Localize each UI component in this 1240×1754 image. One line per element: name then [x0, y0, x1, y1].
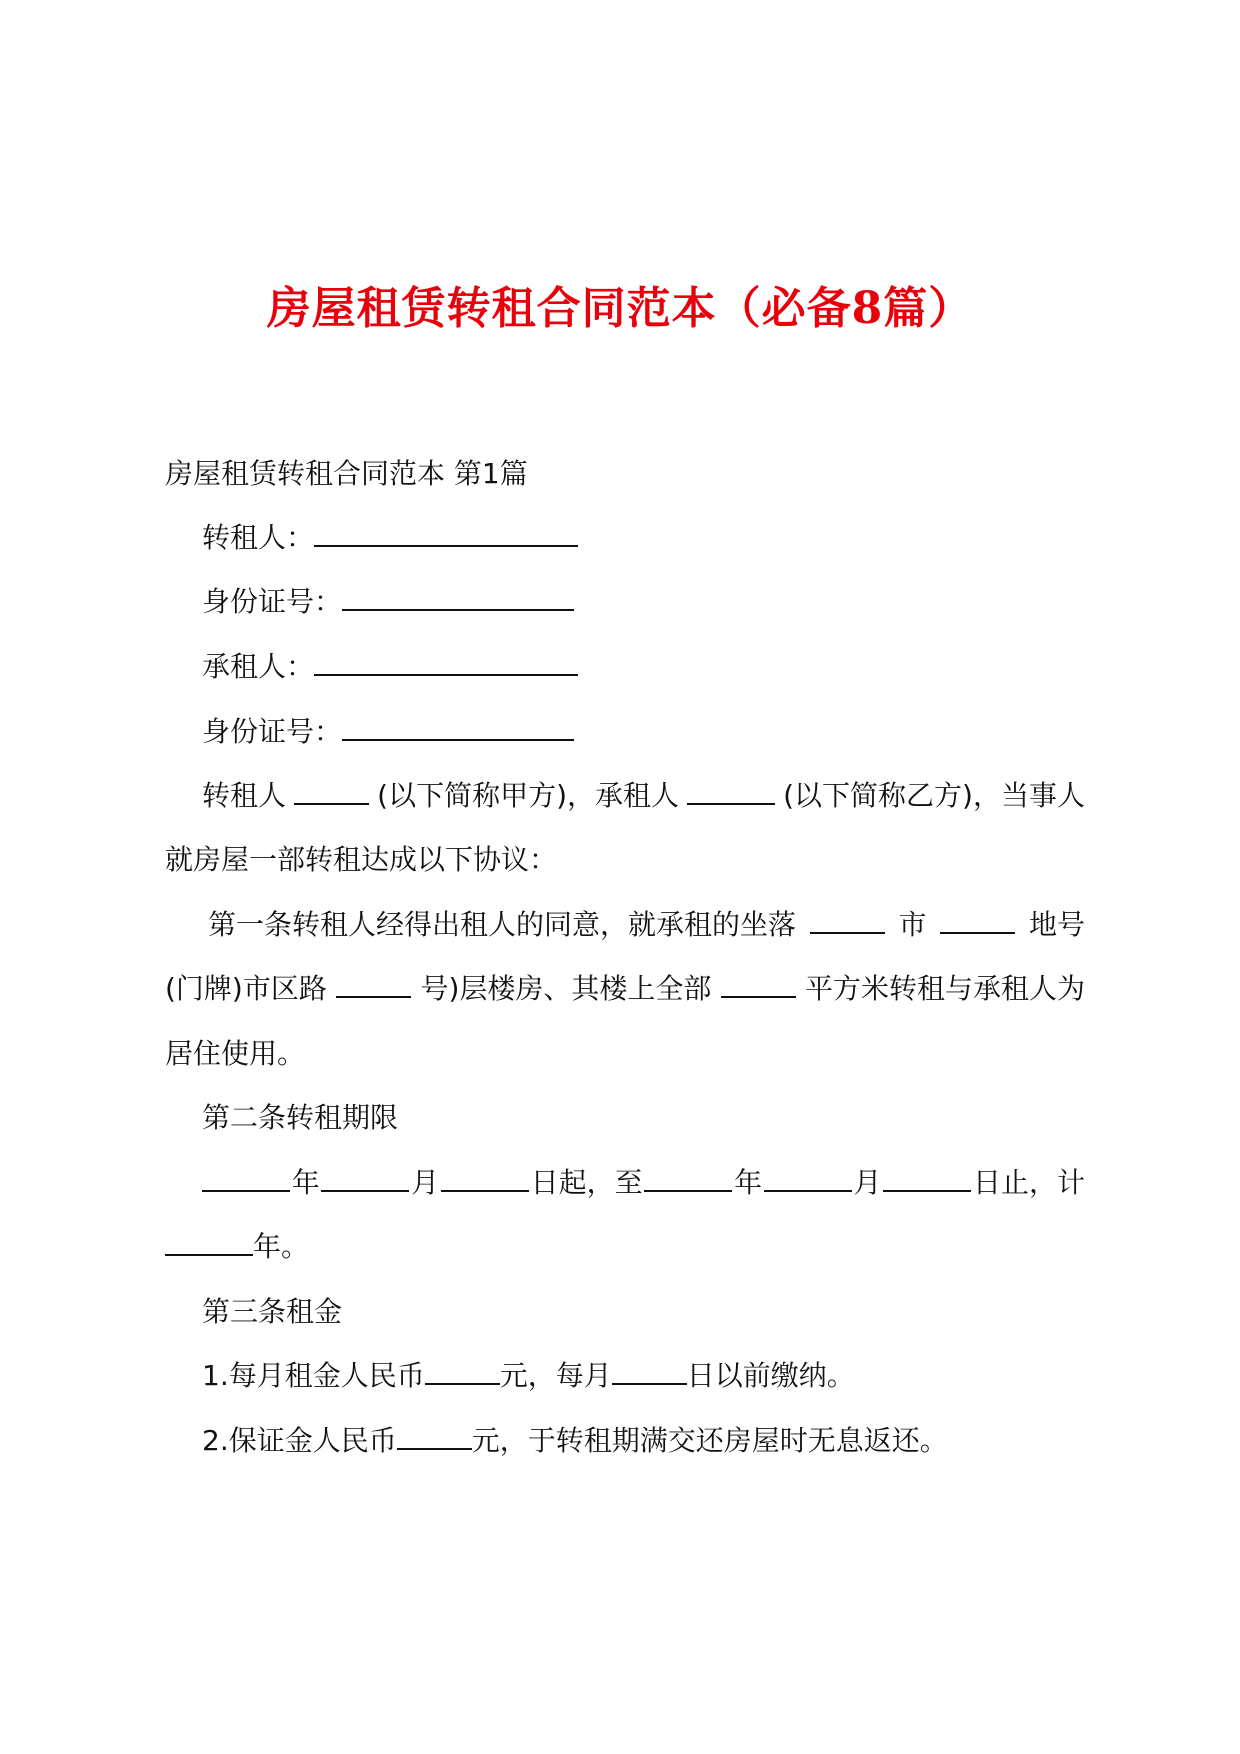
article1-text-e: 号)层楼房、其楼上全部 — [420, 972, 712, 1005]
rent-label: 1.每月租金人民币 — [202, 1359, 425, 1392]
sublessor-blank — [314, 521, 578, 547]
intro-text-c: (以下简称乙方)，当事人 — [783, 779, 1085, 812]
intro-paragraph-line1 — [202, 778, 1085, 814]
intro-text-b: (以下简称甲方)，承租人 — [377, 779, 679, 812]
article2-dates-line — [202, 1165, 1085, 1201]
end-day-blank — [883, 1166, 971, 1192]
document-title: 房屋租赁转租合同范本（必备8篇） — [266, 283, 974, 334]
article3-item2 — [202, 1423, 948, 1459]
end-month-label: 月 — [853, 1166, 882, 1199]
lessee-line — [202, 649, 578, 685]
end-year-blank — [644, 1166, 732, 1192]
sublessor-id-blank — [342, 585, 574, 611]
article1-text-b: 市 — [898, 908, 927, 941]
intro-paragraph-line2: 就房屋一部转租达成以下协议： — [165, 843, 558, 876]
deposit-label: 2.保证金人民币 — [202, 1424, 397, 1457]
article1-text-d: (门牌)市区路 — [165, 972, 327, 1005]
sublessor-id-line — [202, 584, 574, 620]
deposit-amount-blank — [397, 1424, 472, 1450]
start-month-blank — [321, 1166, 409, 1192]
start-year-label: 年 — [291, 1166, 320, 1199]
start-day-blank — [441, 1166, 529, 1192]
party-b-blank — [687, 779, 775, 805]
lessee-blank — [314, 650, 578, 676]
article3-item1 — [202, 1358, 855, 1394]
section-heading: 房屋租赁转租合同范本 第1篇 — [165, 457, 528, 490]
start-day-label: 日起，至 — [530, 1166, 643, 1199]
lessee-id-label: 身份证号： — [202, 715, 343, 748]
number-blank — [336, 972, 411, 998]
rent-due-label: 日以前缴纳。 — [686, 1359, 855, 1392]
land-blank — [940, 908, 1015, 934]
intro-text-a: 转租人 — [202, 779, 287, 812]
article2-heading: 第二条转租期限 — [202, 1101, 399, 1134]
lessee-id-line — [202, 714, 574, 750]
lessee-id-blank — [342, 715, 574, 741]
end-year-label: 年 — [734, 1166, 763, 1199]
area-blank — [721, 972, 796, 998]
end-day-label: 日止，计 — [972, 1166, 1085, 1199]
total-years-label: 年。 — [253, 1230, 310, 1263]
rent-yuan-label: 元，每月 — [499, 1359, 612, 1392]
deposit-return-label: 元，于转租期满交还房屋时无息返还。 — [471, 1424, 948, 1457]
article1-text-c: 地号 — [1028, 908, 1085, 941]
article1-line3: 居住使用。 — [165, 1037, 306, 1070]
city-blank — [810, 908, 885, 934]
article1-text-a: 第一条转租人经得出租人的同意，就承租的坐落 — [208, 908, 797, 941]
sublessor-label: 转租人： — [202, 521, 315, 554]
sublessor-id-label: 身份证号： — [202, 585, 343, 618]
article1-line2 — [165, 971, 1085, 1007]
total-years-blank — [165, 1230, 253, 1256]
article2-total-line — [165, 1229, 309, 1265]
rent-day-blank — [612, 1359, 687, 1385]
start-year-blank — [202, 1166, 290, 1192]
sublessor-line — [202, 520, 578, 556]
article1-line1 — [208, 907, 1085, 943]
party-a-blank — [294, 779, 369, 805]
article1-text-f: 平方米转租与承租人为 — [804, 972, 1085, 1005]
end-month-blank — [764, 1166, 852, 1192]
rent-amount-blank — [425, 1359, 500, 1385]
article3-heading: 第三条租金 — [202, 1295, 343, 1328]
lessee-label: 承租人： — [202, 650, 315, 683]
start-month-label: 月 — [411, 1166, 440, 1199]
